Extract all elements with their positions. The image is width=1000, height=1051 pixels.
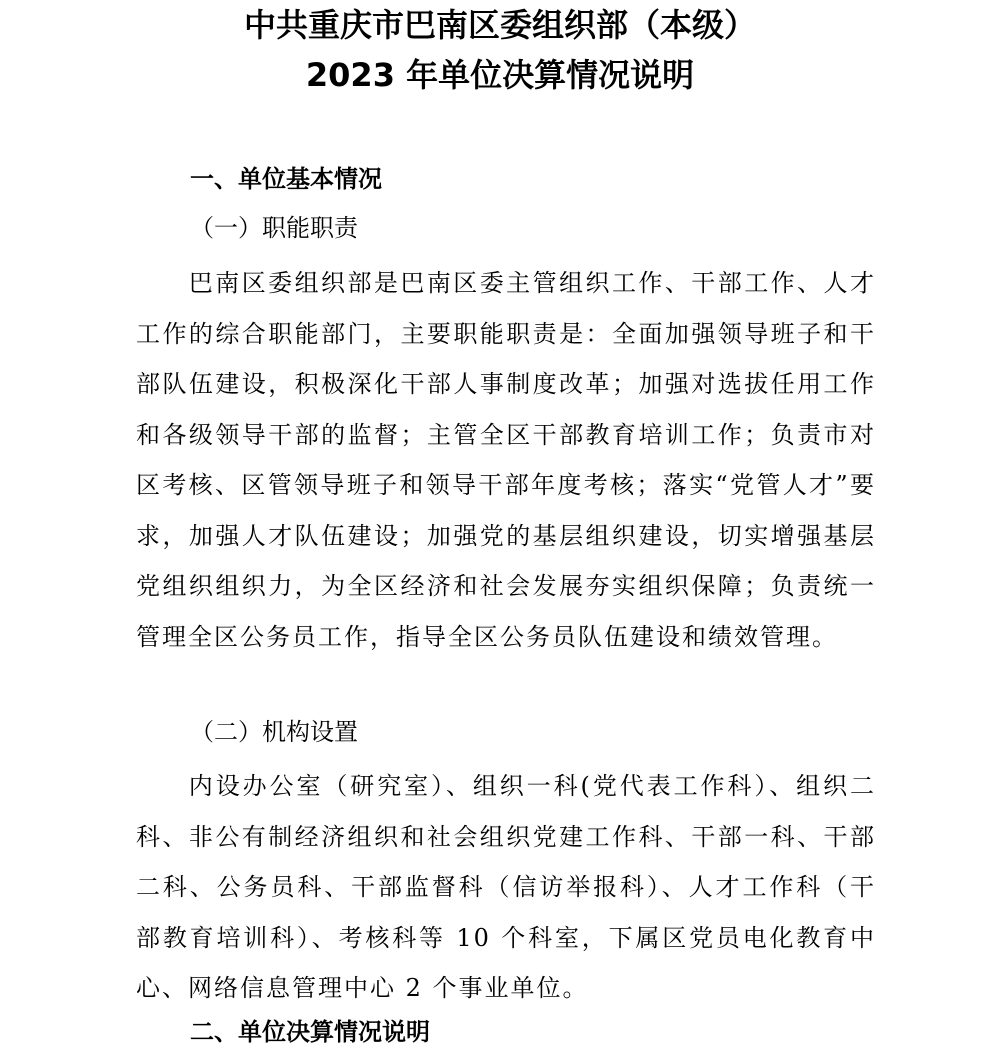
document-title-line-2: 2023 年单位决算情况说明 bbox=[305, 56, 695, 94]
document-title-line-1: 中共重庆市巴南区委组织部（本级） bbox=[243, 6, 756, 44]
paragraph-organization: 内设办公室（研究室）、组织一科(党代表工作科）、组织二科、非公有制经济组织和社会组织党建工作科、干部一科、干部二科、公务员科、干部监督科（信访举报科）、人才工作科（干部教育培训科）、考核科等 10 个科室，下属区党员电化教育中心、网络信息管理中心 2 个事业单位。 bbox=[136, 772, 876, 1002]
subsection-heading-functions: （一）职能职责 bbox=[190, 214, 358, 242]
paragraph-functions: 巴南区委组织部是巴南区委主管组织工作、干部工作、人才工作的综合职能部门，主要职能职责是：全面加强领导班子和干部队伍建设，积极深化干部人事制度改革；加强对选拔任用工作和各级领导干部的监督；主管全区干部教育培训工作；负责市对区考核、区管领导班子和领导干部年度考核；落实“党管人才”要求，加强人才队伍建设；加强党的基层组织建设，切实增强基层党组织组织力，为全区经济和社会发展夯实组织保障；负责统一管理全区公务员工作，指导全区公务员队伍建设和绩效管理。 bbox=[136, 269, 876, 651]
subsection-heading-organization: （二）机构设置 bbox=[190, 718, 358, 746]
section-heading-basic-info: 一、单位基本情况 bbox=[190, 165, 382, 193]
section-heading-final-accounts: 二、单位决算情况说明 bbox=[190, 1018, 430, 1046]
